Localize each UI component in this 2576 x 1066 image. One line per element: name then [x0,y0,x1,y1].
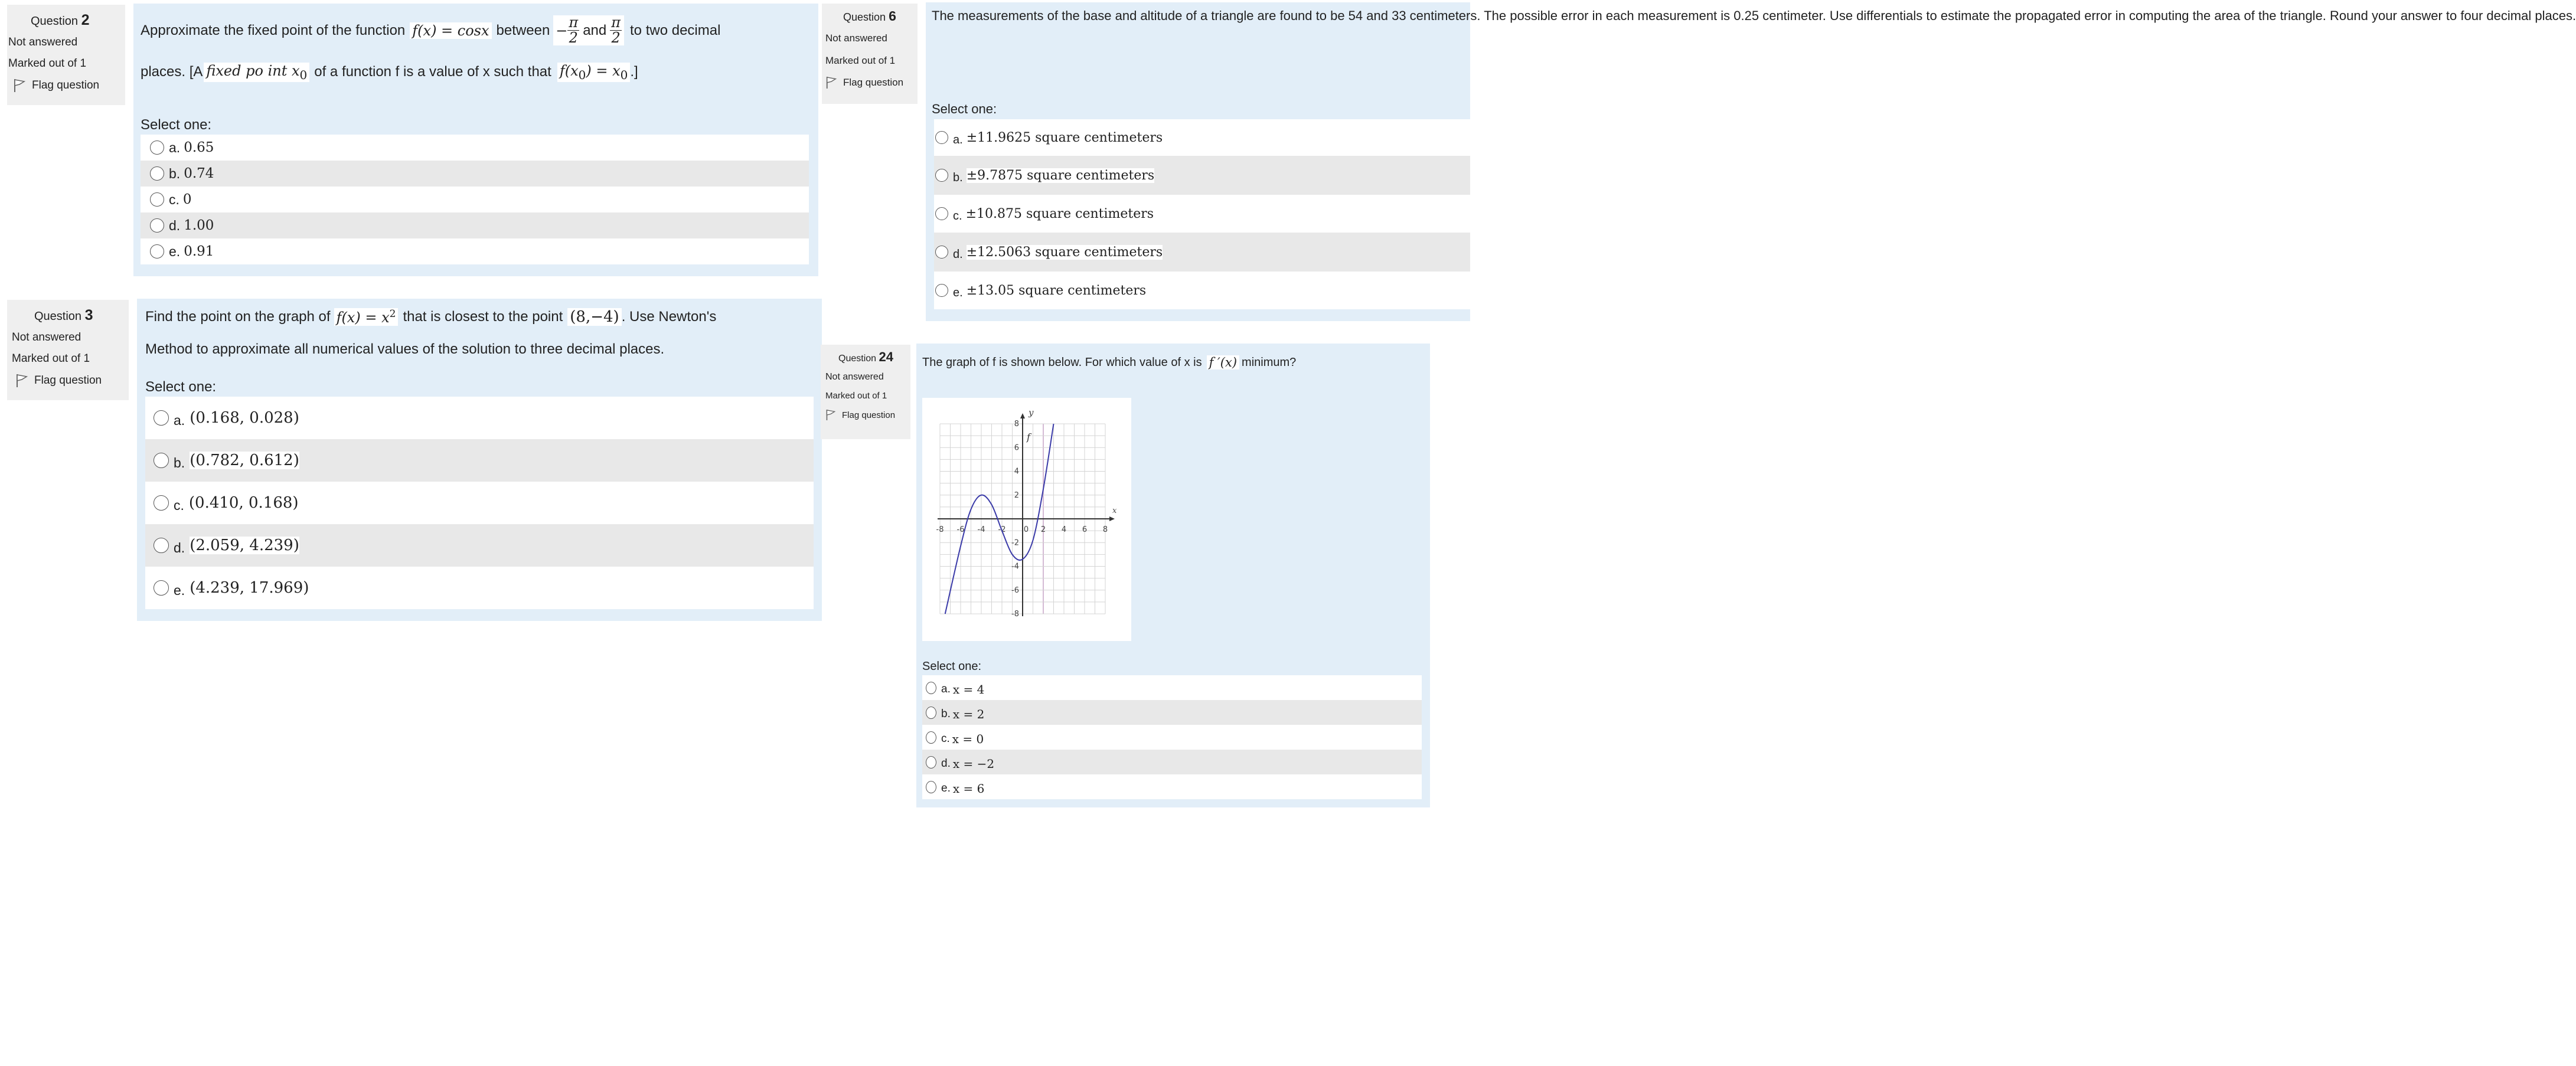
option-value: x = 0 [952,732,984,746]
option-value: x = 6 [952,781,985,796]
x-tick-label: -2 [998,525,1006,534]
question-text-line: places. [2535,8,2576,23]
question-text: The graph of f is shown below. For which value of x is [922,355,1202,369]
math-text: f(x [559,63,579,79]
question-number-value: 6 [889,8,896,24]
x-tick-label: -6 [956,525,965,534]
radio-button[interactable] [154,495,169,511]
option-letter: d. [941,757,951,770]
fraction [610,15,622,45]
option-letter: d. [953,247,963,261]
answer-option-a[interactable] [145,397,814,439]
answer-option-e[interactable] [145,567,814,609]
question-text-line: propagated error in computing the area of the triangle. Round your answer to four decimal [2015,8,2532,23]
question-text-line2 [141,63,638,82]
question-panel-q24 [916,344,1430,807]
radio-button[interactable] [926,756,936,769]
option-value: 0.65 [184,140,214,155]
curve-label: f [1027,431,1030,443]
radio-button[interactable] [150,218,164,233]
option-value: 0 [182,192,192,207]
option-value: (0.782, 0.612) [190,452,299,469]
question-text: minimum? [1242,355,1297,369]
option-letter: a. [941,683,951,695]
radio-button[interactable] [926,781,936,793]
answer-option-a[interactable] [141,135,809,161]
radio-button[interactable] [150,140,164,155]
y-tick-label: -6 [1011,586,1019,595]
radio-button[interactable] [935,246,948,259]
question-text-line1 [145,308,716,326]
select-one-label: Select one: [145,379,217,395]
answer-option-b[interactable] [934,156,1470,195]
answer-status: Not answered [12,331,81,344]
x-axis-label: x [1112,506,1117,515]
question-number [7,12,125,29]
fraction [567,15,579,45]
radio-button[interactable] [926,682,936,694]
option-value: 1.00 [184,218,214,233]
math-function: f(x) = cosx [410,22,491,39]
option-letter: a. [174,412,185,428]
question-info-q2 [7,5,125,105]
radio-button[interactable] [926,731,936,744]
question-panel-q2 [133,4,818,276]
math-condition [557,63,631,82]
math-superscript: 2 [389,308,396,320]
math-point: (8,−4) [567,308,621,326]
x-tick-label: 6 [1082,525,1088,534]
graph-image [922,398,1131,641]
math-subscript: 0 [620,67,628,82]
question-panel-q6 [926,2,2576,321]
option-value: x = 4 [952,682,985,697]
minus-sign: − [556,22,568,39]
option-letter: b. [174,454,185,470]
math-text: fixed po int x [206,63,300,79]
answer-option-c[interactable] [934,195,1470,233]
question-number [7,307,129,324]
option-letter: e. [174,582,185,598]
answer-option-d[interactable] [141,212,809,238]
x-axis-arrow [1109,516,1115,521]
option-value: 0.91 [184,244,214,259]
option-letter: c. [174,497,184,513]
flag-label: Flag question [34,374,102,387]
math-text: ) = x [586,63,621,79]
option-value: ±10.875 square centimeters [965,206,1154,221]
question-text: between [496,22,550,38]
question-number-value: 24 [879,349,893,364]
question-text: of a function f is a value of x such that [314,64,551,80]
question-number [821,349,910,365]
option-letter: c. [169,191,179,207]
radio-button[interactable] [150,192,164,207]
flag-question-button[interactable] [822,76,918,89]
question-text: Approximate the fixed point of the function [141,22,406,38]
marks-info: Marked out of 1 [825,55,896,66]
option-letter: c. [941,733,950,745]
math-derivative: f ′(x) [1207,355,1239,369]
x-tick-label: -8 [936,525,944,534]
answer-status: Not answered [825,32,887,44]
question-text: . Use Newton's [621,309,717,325]
answer-option-a[interactable] [934,119,1470,156]
answer-option-c[interactable] [141,187,809,212]
y-axis-arrow [1020,413,1025,418]
y-tick-label: -2 [1011,538,1019,548]
question-label: Question [838,354,877,364]
radio-button[interactable] [935,131,948,144]
option-letter: b. [953,171,963,184]
answer-option-e[interactable] [934,272,1470,309]
radio-button[interactable] [935,169,948,182]
radio-button[interactable] [150,244,164,259]
radio-button[interactable] [935,284,948,297]
question-text: .] [630,64,638,80]
option-letter: b. [941,708,951,720]
select-one-label: Select one: [932,102,997,116]
question-number-value: 3 [84,307,93,323]
question-number-value: 2 [81,12,90,28]
option-value: ±9.7875 square centimeters [966,168,1155,183]
answer-option-b[interactable] [141,161,809,187]
y-tick-label: 6 [1014,443,1019,453]
option-letter: d. [169,217,181,233]
answer-option-a[interactable] [922,675,1422,700]
flag-icon [825,409,836,421]
answer-option-b[interactable] [145,439,814,482]
math-subscript: 0 [578,67,586,82]
option-letter: e. [941,782,951,794]
fraction-denominator: 2 [569,30,578,47]
option-value: (0.168, 0.028) [190,409,299,427]
question-text [932,7,2576,25]
question-text-line: The measurements of the base and altitude of a triangle are found to be 54 and 33 centimeters. [932,8,1481,23]
question-text [922,355,1296,369]
question-label: Question [843,11,886,23]
option-letter: c. [953,209,962,223]
answer-status: Not answered [8,36,78,48]
option-value: ±11.9625 square centimeters [966,130,1163,145]
y-tick-label: 8 [1014,420,1019,429]
x-tick-label: -4 [977,525,985,534]
question-label: Question [31,15,79,28]
flag-icon [13,79,26,93]
answer-option-e[interactable] [922,774,1422,799]
question-text: to two decimal [630,22,721,38]
question-info-q6 [822,4,918,104]
y-tick-label: -4 [1011,562,1019,571]
y-tick-label: -8 [1011,610,1019,619]
y-tick-label: 4 [1014,467,1019,476]
flag-label: Flag question [842,410,896,420]
question-text-line: The possible error in each measurement is 0.25 centimeter. Use differentials to estimate the [1484,8,2012,23]
select-one-label: Select one: [141,117,212,133]
answer-option-d[interactable] [934,233,1470,272]
fraction-numerator: π [569,14,579,31]
math-function [334,308,399,326]
math-text: f(x) = x [336,309,390,326]
flag-label: Flag question [843,77,904,88]
question-text-line2: Method to approximate all numerical values of the solution to three decimal places. [145,341,665,357]
flag-question-button[interactable] [821,409,910,421]
option-letter: b. [169,165,181,181]
marks-info: Marked out of 1 [825,391,887,401]
radio-button[interactable] [154,410,169,426]
y-tick-label: 2 [1014,491,1019,500]
answer-option-e[interactable] [141,238,809,264]
option-letter: a. [169,139,181,155]
answer-status: Not answered [825,372,884,382]
option-letter: d. [174,539,185,555]
answer-option-d[interactable] [145,524,814,567]
option-value: x = 2 [952,707,985,721]
flag-question-button[interactable] [7,374,129,388]
answer-option-c[interactable] [922,725,1422,750]
question-text-line1 [141,15,720,45]
x-tick-label: 4 [1061,525,1067,534]
math-fixed-point [204,63,309,82]
option-value: ±13.05 square centimeters [966,283,1147,298]
x-tick-label: 8 [1102,525,1108,534]
radio-button[interactable] [154,580,169,596]
option-value: ±12.5063 square centimeters [966,244,1163,260]
flag-question-button[interactable] [7,79,125,93]
answer-option-c[interactable] [145,482,814,524]
question-text: and [583,22,607,38]
math-bound-lower [553,15,624,45]
option-letter: e. [953,286,963,299]
answer-option-d[interactable] [922,750,1422,774]
question-info-q24 [821,345,910,439]
question-text: Find the point on the graph of [145,309,331,325]
question-number [822,8,918,24]
flag-label: Flag question [32,79,100,91]
select-one-label: Select one: [922,660,982,673]
marks-info: Marked out of 1 [12,352,90,365]
x-tick-label: 2 [1040,525,1046,534]
radio-button[interactable] [154,538,169,553]
flag-icon [825,76,837,89]
option-value: (2.059, 4.239) [190,537,299,554]
option-value: (4.239, 17.969) [190,579,309,597]
marks-info: Marked out of 1 [8,57,87,70]
option-letter: e. [169,243,181,259]
question-text: that is closest to the point [403,309,563,325]
answer-option-b[interactable] [922,700,1422,725]
x-tick-label: 0 [1023,525,1029,534]
math-subscript: 0 [299,67,308,82]
y-axis-label: y [1029,407,1034,418]
fraction-numerator: π [611,14,621,31]
option-value: 0.74 [184,166,214,181]
question-label: Question [34,310,82,323]
radio-button[interactable] [935,207,948,220]
question-text: places. [A [141,64,203,80]
option-value: x = −2 [952,757,995,771]
option-letter: a. [953,133,963,146]
radio-button[interactable] [154,453,169,468]
option-value: (0.410, 0.168) [188,494,299,512]
flag-icon [15,374,28,388]
radio-button[interactable] [150,166,164,181]
question-panel-q3 [137,299,822,621]
function-graph [922,398,1131,641]
radio-button[interactable] [926,707,936,719]
question-info-q3 [7,300,129,400]
fraction-denominator: 2 [611,30,621,47]
